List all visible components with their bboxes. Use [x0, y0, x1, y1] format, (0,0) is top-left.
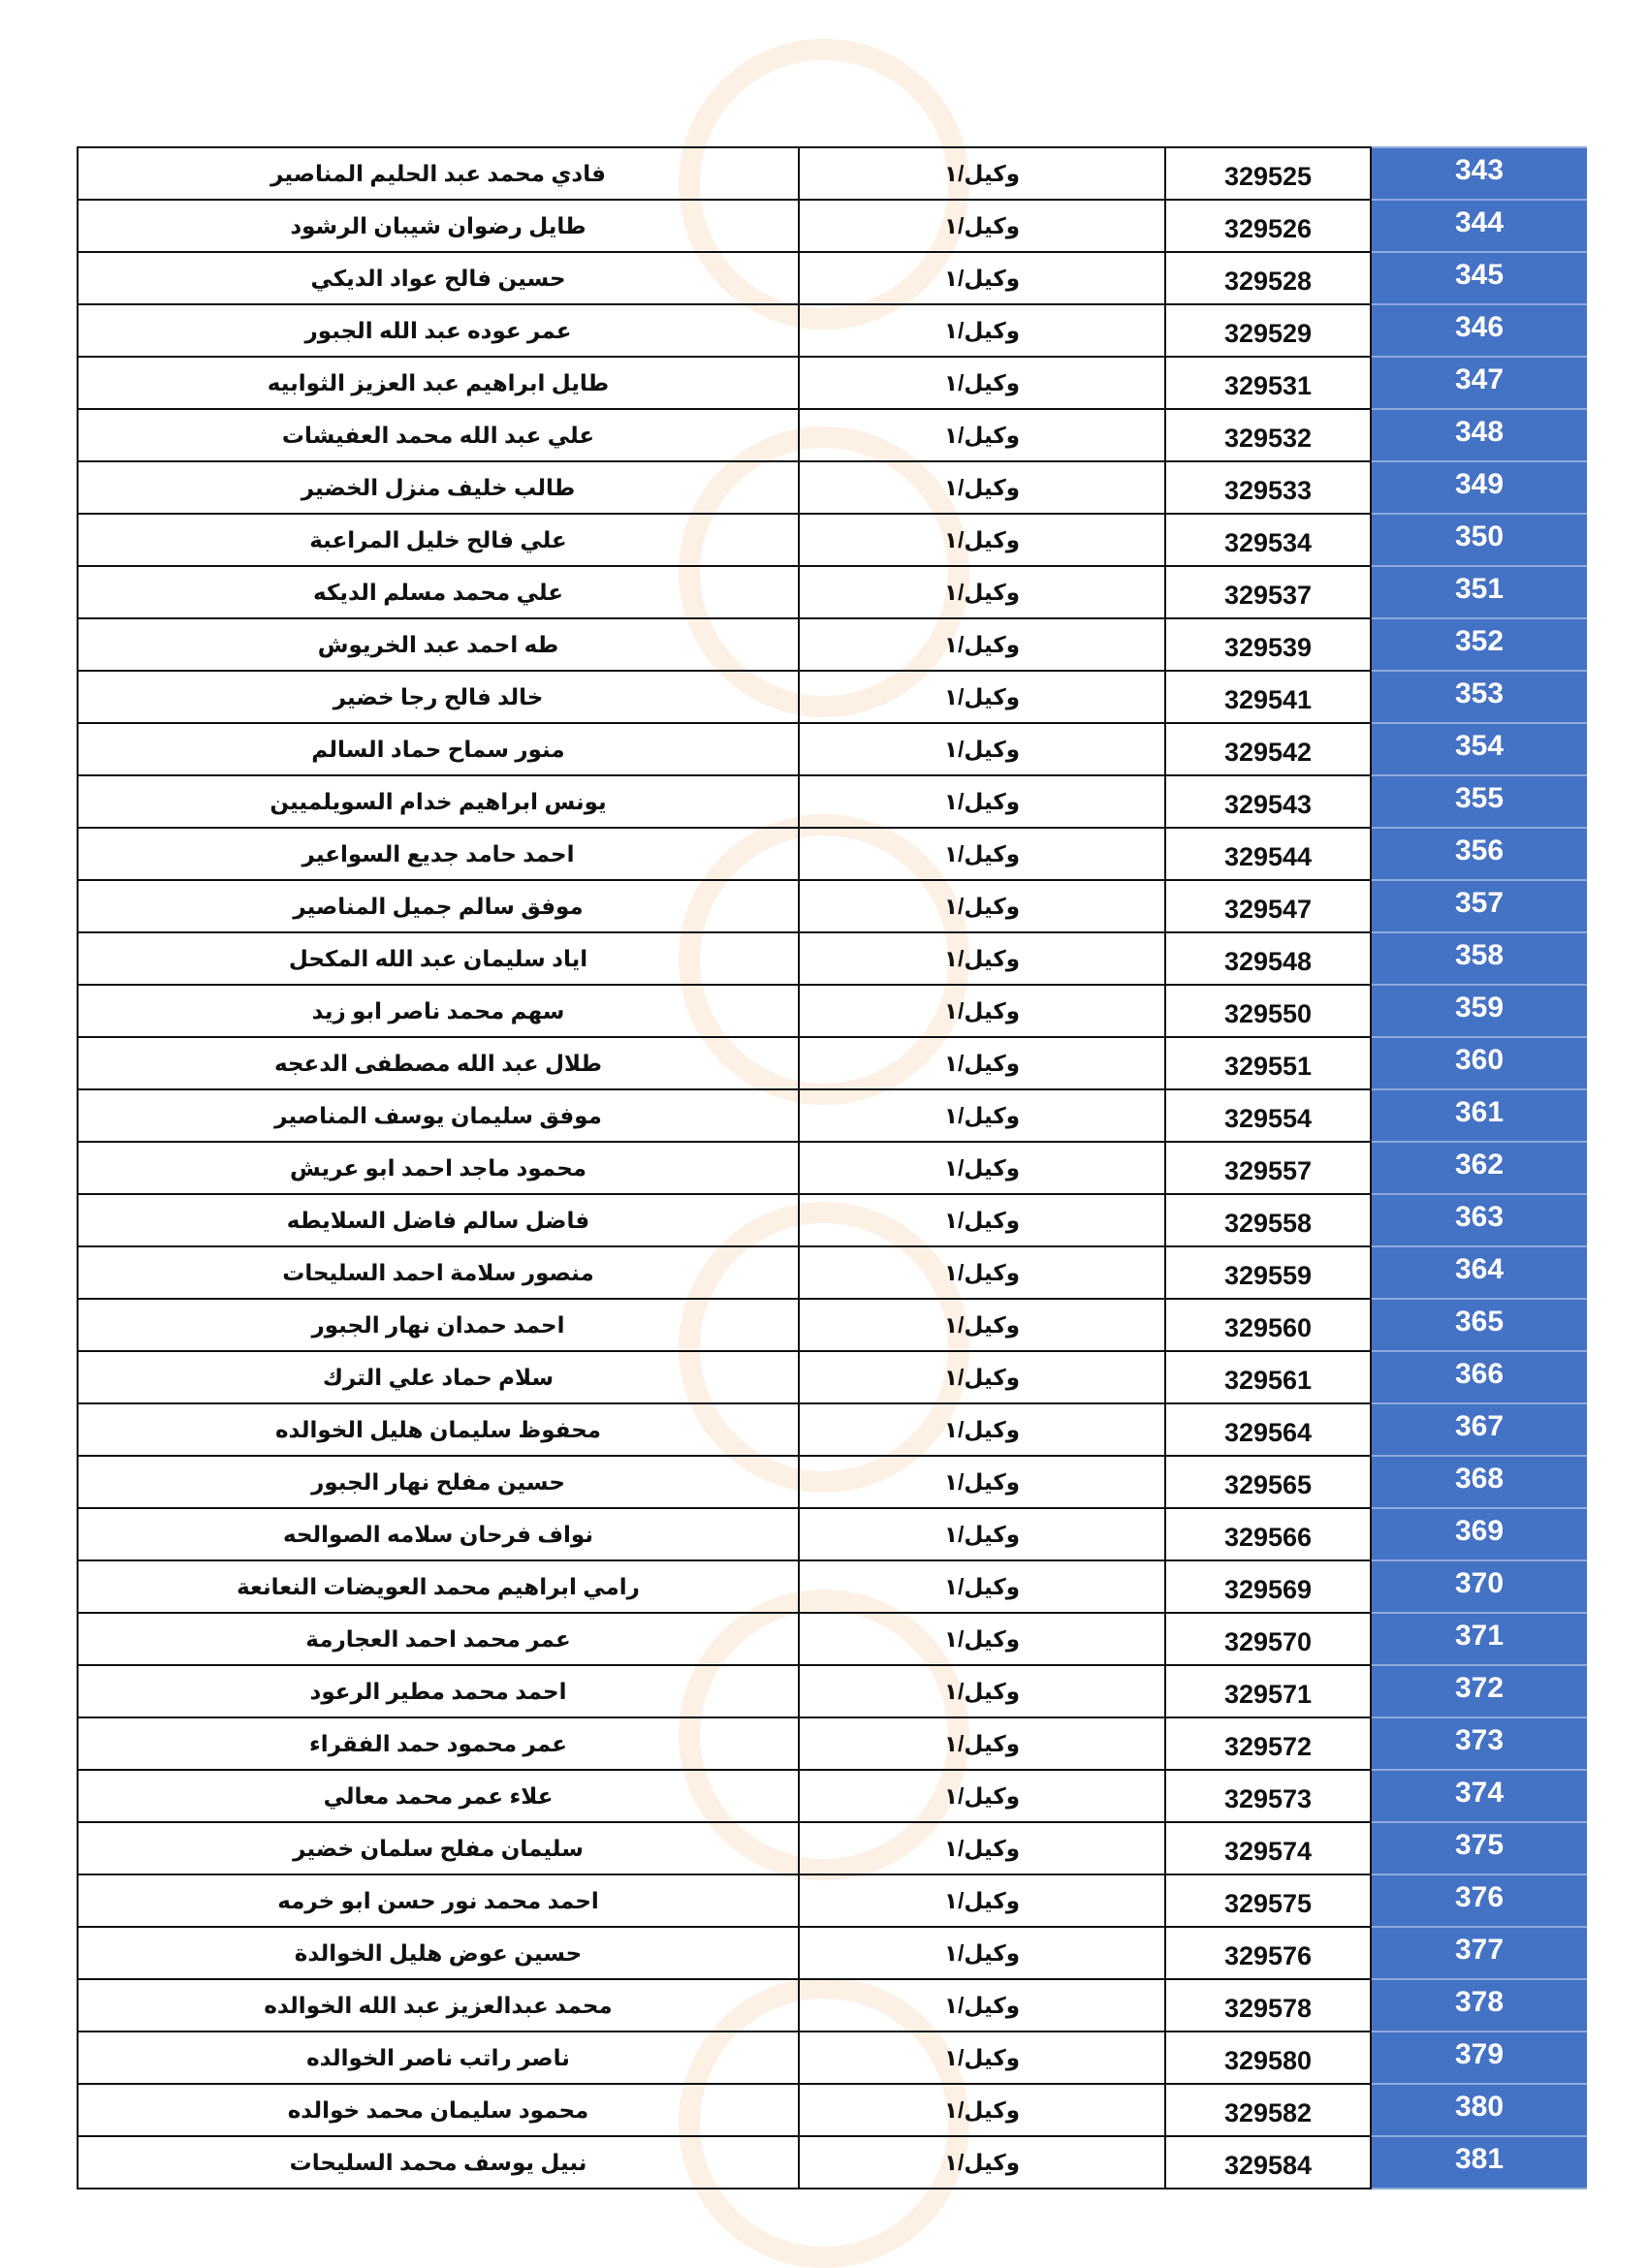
row-number-cell: 369	[1371, 1508, 1587, 1560]
table-row	[78, 2084, 1587, 2136]
id-cell: 329572	[1165, 1717, 1371, 1770]
role-cell: وكيل/١	[799, 200, 1165, 252]
role-cell: وكيل/١	[799, 880, 1165, 932]
role-cell: وكيل/١	[799, 147, 1165, 200]
name-cell: عمر عوده عبد الله الجبور	[78, 304, 799, 357]
row-number-cell: 358	[1371, 932, 1587, 985]
table-row	[78, 671, 1587, 723]
role-cell: وكيل/١	[799, 1717, 1165, 1770]
id-cell: 329554	[1165, 1089, 1371, 1142]
name-cell: محمد عبدالعزيز عبد الله الخوالده	[78, 1979, 799, 2032]
role-cell: وكيل/١	[799, 723, 1165, 775]
id-cell: 329550	[1165, 985, 1371, 1037]
role-cell: وكيل/١	[799, 1927, 1165, 1979]
table-row	[78, 880, 1587, 932]
role-cell: وكيل/١	[799, 1560, 1165, 1613]
name-cell: خالد فالح رجا خضير	[78, 671, 799, 723]
name-cell: علي فالح خليل المراعبة	[78, 514, 799, 566]
role-cell: وكيل/١	[799, 1456, 1165, 1508]
id-cell: 329528	[1165, 252, 1371, 304]
name-cell: احمد محمد نور حسن ابو خرمه	[78, 1874, 799, 1927]
role-cell: وكيل/١	[799, 828, 1165, 880]
id-cell: 329570	[1165, 1613, 1371, 1665]
row-number-cell: 380	[1371, 2084, 1587, 2136]
id-cell: 329565	[1165, 1456, 1371, 1508]
table-row	[78, 1142, 1587, 1194]
role-cell: وكيل/١	[799, 1089, 1165, 1142]
id-cell: 329533	[1165, 461, 1371, 514]
name-cell: يونس ابراهيم خدام السويلميين	[78, 775, 799, 828]
row-number-cell: 374	[1371, 1770, 1587, 1822]
name-cell: فاضل سالم فاضل السلايطه	[78, 1194, 799, 1246]
id-cell: 329574	[1165, 1822, 1371, 1874]
name-cell: طايل ابراهيم عبد العزيز الثوابيه	[78, 357, 799, 409]
role-cell: وكيل/١	[799, 775, 1165, 828]
name-cell: احمد محمد مطير الرعود	[78, 1665, 799, 1717]
name-cell: احمد حمدان نهار الجبور	[78, 1299, 799, 1351]
table-row	[78, 1299, 1587, 1351]
row-number-cell: 373	[1371, 1717, 1587, 1770]
role-cell: وكيل/١	[799, 932, 1165, 985]
name-cell: سلام حماد علي الترك	[78, 1351, 799, 1403]
name-cell: منور سماح حماد السالم	[78, 723, 799, 775]
role-cell: وكيل/١	[799, 618, 1165, 671]
row-number-cell: 352	[1371, 618, 1587, 671]
table-row	[78, 1927, 1587, 1979]
role-cell: وكيل/١	[799, 1979, 1165, 2032]
name-cell: علي محمد مسلم الديكه	[78, 566, 799, 618]
row-number-cell: 345	[1371, 252, 1587, 304]
row-number-cell: 350	[1371, 514, 1587, 566]
name-cell: طه احمد عبد الخريوش	[78, 618, 799, 671]
id-cell: 329576	[1165, 1927, 1371, 1979]
row-number-cell: 379	[1371, 2032, 1587, 2084]
role-cell: وكيل/١	[799, 357, 1165, 409]
name-cell: رامي ابراهيم محمد العويضات النعانعة	[78, 1560, 799, 1613]
row-number-cell: 375	[1371, 1822, 1587, 1874]
role-cell: وكيل/١	[799, 2136, 1165, 2189]
role-cell: وكيل/١	[799, 566, 1165, 618]
table-row	[78, 357, 1587, 409]
row-number-cell: 371	[1371, 1613, 1587, 1665]
role-cell: وكيل/١	[799, 671, 1165, 723]
id-cell: 329526	[1165, 200, 1371, 252]
id-cell: 329571	[1165, 1665, 1371, 1717]
name-cell: علي عبد الله محمد العفيشات	[78, 409, 799, 461]
role-cell: وكيل/١	[799, 1508, 1165, 1560]
id-cell: 329584	[1165, 2136, 1371, 2189]
name-cell: ناصر راتب ناصر الخوالده	[78, 2032, 799, 2084]
id-cell: 329534	[1165, 514, 1371, 566]
role-cell: وكيل/١	[799, 1613, 1165, 1665]
row-number-cell: 359	[1371, 985, 1587, 1037]
id-cell: 329573	[1165, 1770, 1371, 1822]
name-cell: احمد حامد جديع السواعير	[78, 828, 799, 880]
name-cell: نواف فرحان سلامه الصوالحه	[78, 1508, 799, 1560]
row-number-cell: 377	[1371, 1927, 1587, 1979]
table-row	[78, 1351, 1587, 1403]
id-cell: 329551	[1165, 1037, 1371, 1089]
table-row	[78, 828, 1587, 880]
row-number-cell: 370	[1371, 1560, 1587, 1613]
id-cell: 329566	[1165, 1508, 1371, 1560]
name-cell: فادي محمد عبد الحليم المناصير	[78, 147, 799, 200]
role-cell: وكيل/١	[799, 1351, 1165, 1403]
id-cell: 329544	[1165, 828, 1371, 880]
role-cell: وكيل/١	[799, 1037, 1165, 1089]
name-cell: حسين عوض هليل الخوالدة	[78, 1927, 799, 1979]
table-row	[78, 252, 1587, 304]
table-row	[78, 1770, 1587, 1822]
table-row	[78, 1246, 1587, 1299]
name-cell: نبيل يوسف محمد السليحات	[78, 2136, 799, 2189]
row-number-cell: 344	[1371, 200, 1587, 252]
table-row	[78, 1717, 1587, 1770]
name-cell: محمود ماجد احمد ابو عريش	[78, 1142, 799, 1194]
table-row	[78, 1560, 1587, 1613]
table-row	[78, 1037, 1587, 1089]
table-row	[78, 1979, 1587, 2032]
name-cell: طلال عبد الله مصطفى الدعجه	[78, 1037, 799, 1089]
name-cell: محفوظ سليمان هليل الخوالده	[78, 1403, 799, 1456]
row-number-cell: 365	[1371, 1299, 1587, 1351]
table-row	[78, 1822, 1587, 1874]
id-cell: 329575	[1165, 1874, 1371, 1927]
row-number-cell: 378	[1371, 1979, 1587, 2032]
row-number-cell: 353	[1371, 671, 1587, 723]
row-number-cell: 376	[1371, 1874, 1587, 1927]
table-row	[78, 1456, 1587, 1508]
name-cell: موفق سليمان يوسف المناصير	[78, 1089, 799, 1142]
name-cell: عمر محمد احمد العجارمة	[78, 1613, 799, 1665]
name-cell: سليمان مفلح سلمان خضير	[78, 1822, 799, 1874]
role-cell: وكيل/١	[799, 252, 1165, 304]
id-cell: 329578	[1165, 1979, 1371, 2032]
id-cell: 329539	[1165, 618, 1371, 671]
role-cell: وكيل/١	[799, 1665, 1165, 1717]
table-row	[78, 514, 1587, 566]
row-number-cell: 356	[1371, 828, 1587, 880]
name-cell: عمر محمود حمد الفقراء	[78, 1717, 799, 1770]
role-cell: وكيل/١	[799, 1246, 1165, 1299]
table-row	[78, 1613, 1587, 1665]
row-number-cell: 364	[1371, 1246, 1587, 1299]
role-cell: وكيل/١	[799, 1403, 1165, 1456]
table-row	[78, 723, 1587, 775]
table-row	[78, 566, 1587, 618]
id-cell: 329569	[1165, 1560, 1371, 1613]
table-row	[78, 1508, 1587, 1560]
id-cell: 329537	[1165, 566, 1371, 618]
row-number-cell: 368	[1371, 1456, 1587, 1508]
role-cell: وكيل/١	[799, 1142, 1165, 1194]
row-number-cell: 348	[1371, 409, 1587, 461]
table-row	[78, 200, 1587, 252]
id-cell: 329547	[1165, 880, 1371, 932]
role-cell: وكيل/١	[799, 461, 1165, 514]
row-number-cell: 366	[1371, 1351, 1587, 1403]
name-cell: موفق سالم جميل المناصير	[78, 880, 799, 932]
table-row	[78, 461, 1587, 514]
role-cell: وكيل/١	[799, 1194, 1165, 1246]
id-cell: 329558	[1165, 1194, 1371, 1246]
row-number-cell: 355	[1371, 775, 1587, 828]
name-cell: اياد سليمان عبد الله المكحل	[78, 932, 799, 985]
row-number-cell: 347	[1371, 357, 1587, 409]
name-cell: طايل رضوان شيبان الرشود	[78, 200, 799, 252]
name-cell: علاء عمر محمد معالي	[78, 1770, 799, 1822]
name-cell: منصور سلامة احمد السليحات	[78, 1246, 799, 1299]
id-cell: 329543	[1165, 775, 1371, 828]
role-cell: وكيل/١	[799, 304, 1165, 357]
role-cell: وكيل/١	[799, 409, 1165, 461]
table-row	[78, 932, 1587, 985]
role-cell: وكيل/١	[799, 1770, 1165, 1822]
id-cell: 329560	[1165, 1299, 1371, 1351]
table-body	[78, 147, 1587, 2189]
role-cell: وكيل/١	[799, 2032, 1165, 2084]
id-cell: 329542	[1165, 723, 1371, 775]
table-row	[78, 985, 1587, 1037]
id-cell: 329561	[1165, 1351, 1371, 1403]
role-cell: وكيل/١	[799, 1874, 1165, 1927]
id-cell: 329532	[1165, 409, 1371, 461]
id-cell: 329548	[1165, 932, 1371, 985]
row-number-cell: 351	[1371, 566, 1587, 618]
row-number-cell: 346	[1371, 304, 1587, 357]
table-row	[78, 2032, 1587, 2084]
table-row	[78, 2136, 1587, 2189]
role-cell: وكيل/١	[799, 514, 1165, 566]
row-number-cell: 343	[1371, 147, 1587, 200]
id-cell: 329531	[1165, 357, 1371, 409]
id-cell: 329557	[1165, 1142, 1371, 1194]
name-cell: محمود سليمان محمد خوالده	[78, 2084, 799, 2136]
table-row	[78, 1194, 1587, 1246]
row-number-cell: 367	[1371, 1403, 1587, 1456]
name-cell: طالب خليف منزل الخضير	[78, 461, 799, 514]
table-row	[78, 775, 1587, 828]
row-number-cell: 363	[1371, 1194, 1587, 1246]
id-cell: 329559	[1165, 1246, 1371, 1299]
row-number-cell: 354	[1371, 723, 1587, 775]
row-number-cell: 360	[1371, 1037, 1587, 1089]
table-row	[78, 409, 1587, 461]
table-row	[78, 1089, 1587, 1142]
role-cell: وكيل/١	[799, 1299, 1165, 1351]
name-cell: حسين فالح عواد الديكي	[78, 252, 799, 304]
id-cell: 329582	[1165, 2084, 1371, 2136]
name-cell: حسين مفلح نهار الجبور	[78, 1456, 799, 1508]
table-row	[78, 1665, 1587, 1717]
table-row	[78, 618, 1587, 671]
row-number-cell: 381	[1371, 2136, 1587, 2189]
name-cell: سهم محمد ناصر ابو زيد	[78, 985, 799, 1037]
id-cell: 329529	[1165, 304, 1371, 357]
role-cell: وكيل/١	[799, 985, 1165, 1037]
id-cell: 329580	[1165, 2032, 1371, 2084]
row-number-cell: 349	[1371, 461, 1587, 514]
row-number-cell: 357	[1371, 880, 1587, 932]
table-row	[78, 1874, 1587, 1927]
row-number-cell: 362	[1371, 1142, 1587, 1194]
row-number-cell: 372	[1371, 1665, 1587, 1717]
table-row	[78, 304, 1587, 357]
row-number-cell: 361	[1371, 1089, 1587, 1142]
id-cell: 329541	[1165, 671, 1371, 723]
role-cell: وكيل/١	[799, 2084, 1165, 2136]
table-row	[78, 147, 1587, 200]
role-cell: وكيل/١	[799, 1822, 1165, 1874]
id-cell: 329564	[1165, 1403, 1371, 1456]
id-cell: 329525	[1165, 147, 1371, 200]
table-row	[78, 1403, 1587, 1456]
names-table	[77, 146, 1587, 2189]
